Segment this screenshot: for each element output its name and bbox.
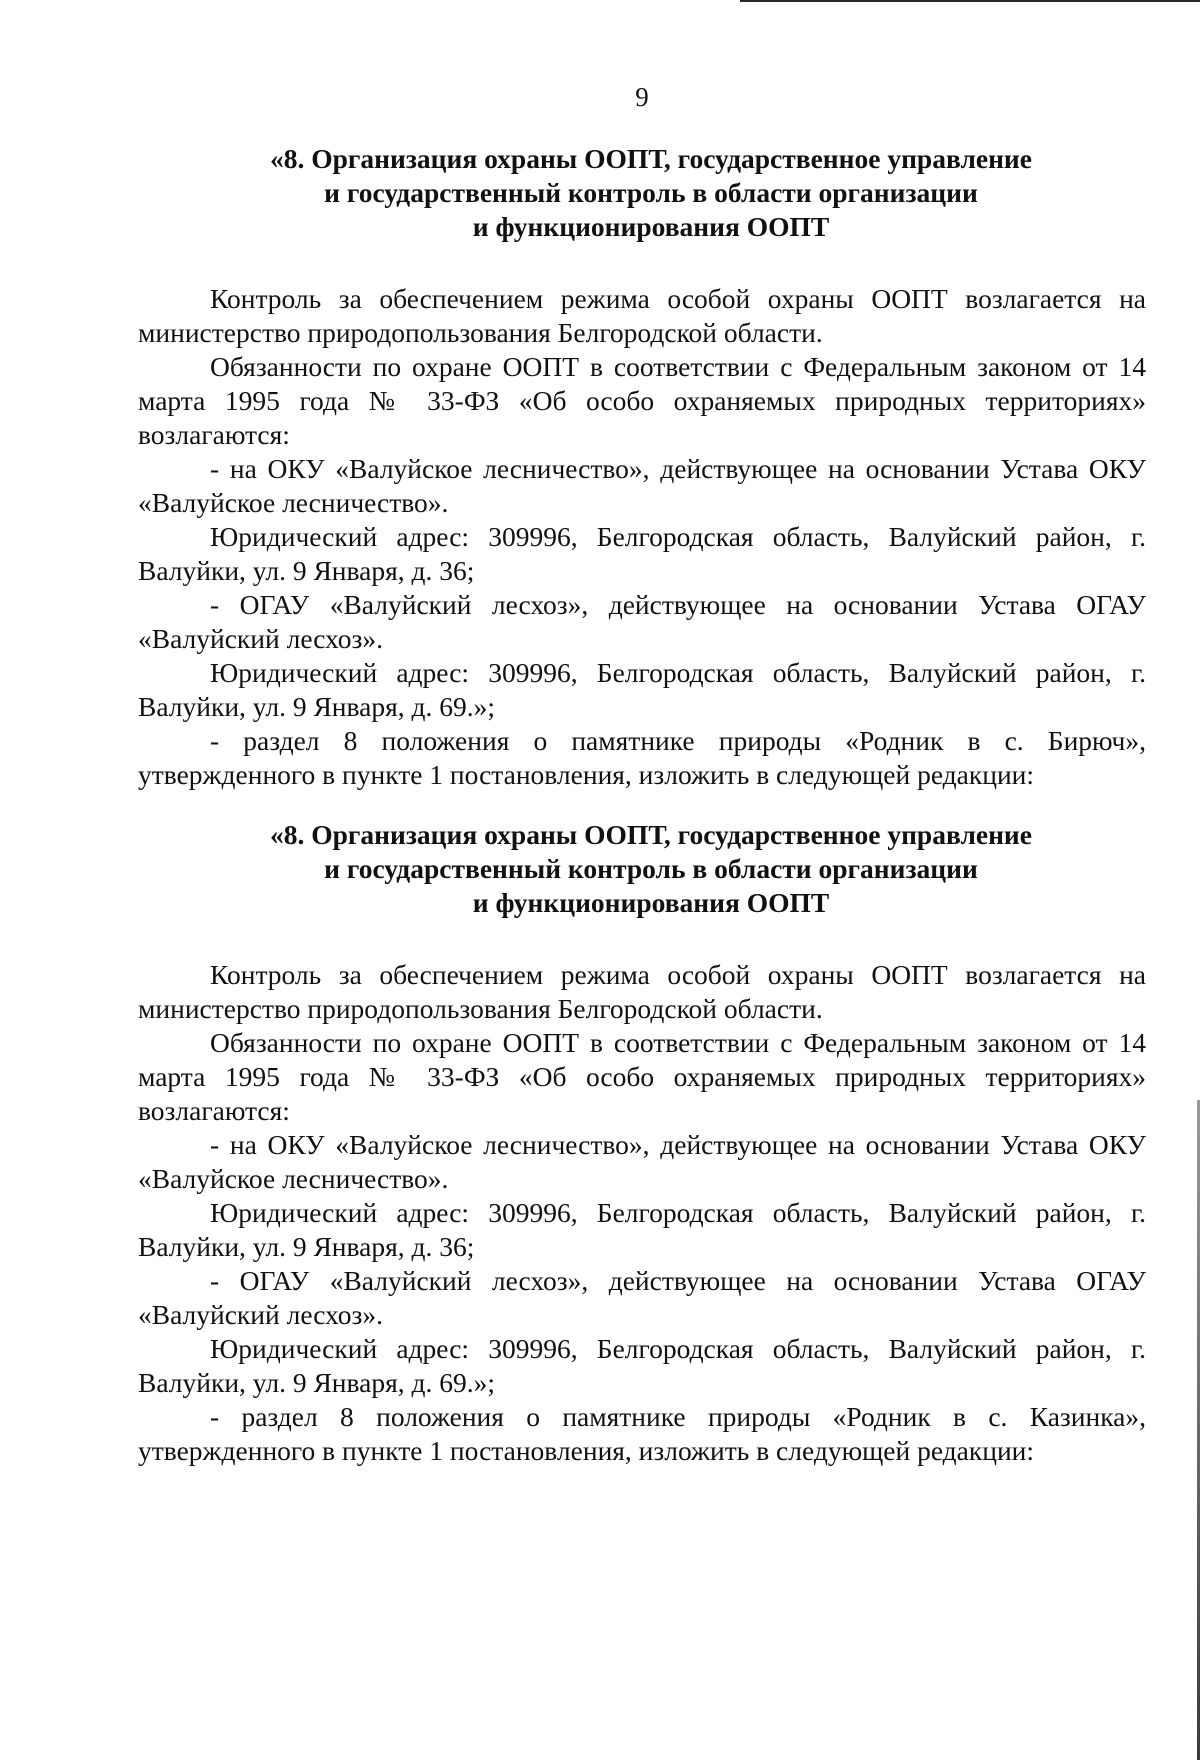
paragraph: Юридический адрес: 309996, Белгородская область, Валуйский район, г. Валуйки, ул. 9 Января, д. 69.»; <box>138 1333 1146 1398</box>
paragraph: - раздел 8 положения о памятнике природы «Родник в с. Бирюч», утвержденного в пункте 1 постановления, изложить в следующей редакции: <box>138 725 1146 790</box>
paragraph: Контроль за обеспечением режима особой охраны ООПТ возлагается на министерство природопользования Белгородской области. <box>138 283 1146 348</box>
paragraph: Юридический адрес: 309996, Белгородская область, Валуйский район, г. Валуйки, ул. 9 Января, д. 36; <box>138 521 1146 586</box>
section-body <box>138 958 1146 1468</box>
scan-edge-top <box>740 0 1200 2</box>
section-2 <box>138 818 1146 1468</box>
heading-line: и государственный контроль в области организации <box>324 177 978 208</box>
paragraph: - ОГАУ «Валуйский лесхоз», действующее на основании Устава ОГАУ «Валуйский лесхоз». <box>138 589 1146 654</box>
paragraph: - на ОКУ «Валуйское лесничество», действующее на основании Устава ОКУ «Валуйское лесничество». <box>138 1129 1146 1194</box>
paragraph: Обязанности по охране ООПТ в соответствии с Федеральным законом от 14 марта 1995 года № 33-ФЗ «Об особо охраняемых природных территориях» возлагаются: <box>138 351 1146 450</box>
section-heading <box>138 818 1146 920</box>
section-heading <box>138 142 1146 244</box>
paragraph: Обязанности по охране ООПТ в соответствии с Федеральным законом от 14 марта 1995 года № 33-ФЗ «Об особо охраняемых природных территориях» возлагаются: <box>138 1027 1146 1126</box>
paragraph: - ОГАУ «Валуйский лесхоз», действующее на основании Устава ОГАУ «Валуйский лесхоз». <box>138 1265 1146 1330</box>
heading-line: «8. Организация охраны ООПТ, государственное управление <box>270 819 1032 850</box>
heading-line: и функционирования ООПТ <box>472 887 830 918</box>
paragraph: Юридический адрес: 309996, Белгородская область, Валуйский район, г. Валуйки, ул. 9 Января, д. 36; <box>138 1197 1146 1262</box>
heading-line: «8. Организация охраны ООПТ, государственное управление <box>270 143 1032 174</box>
page-number: 9 <box>635 82 649 112</box>
paragraph: Контроль за обеспечением режима особой охраны ООПТ возлагается на министерство природопользования Белгородской области. <box>138 959 1146 1024</box>
paragraph: - раздел 8 положения о памятнике природы «Родник в с. Казинка», утвержденного в пункте 1 постановления, изложить в следующей редакции: <box>138 1401 1146 1466</box>
heading-line: и государственный контроль в области организации <box>324 853 978 884</box>
section-1 <box>138 142 1146 792</box>
heading-line: и функционирования ООПТ <box>472 211 830 242</box>
section-body <box>138 282 1146 792</box>
paragraph: Юридический адрес: 309996, Белгородская область, Валуйский район, г. Валуйки, ул. 9 Января, д. 69.»; <box>138 657 1146 722</box>
paragraph: - на ОКУ «Валуйское лесничество», действующее на основании Устава ОКУ «Валуйское лесничество». <box>138 453 1146 518</box>
